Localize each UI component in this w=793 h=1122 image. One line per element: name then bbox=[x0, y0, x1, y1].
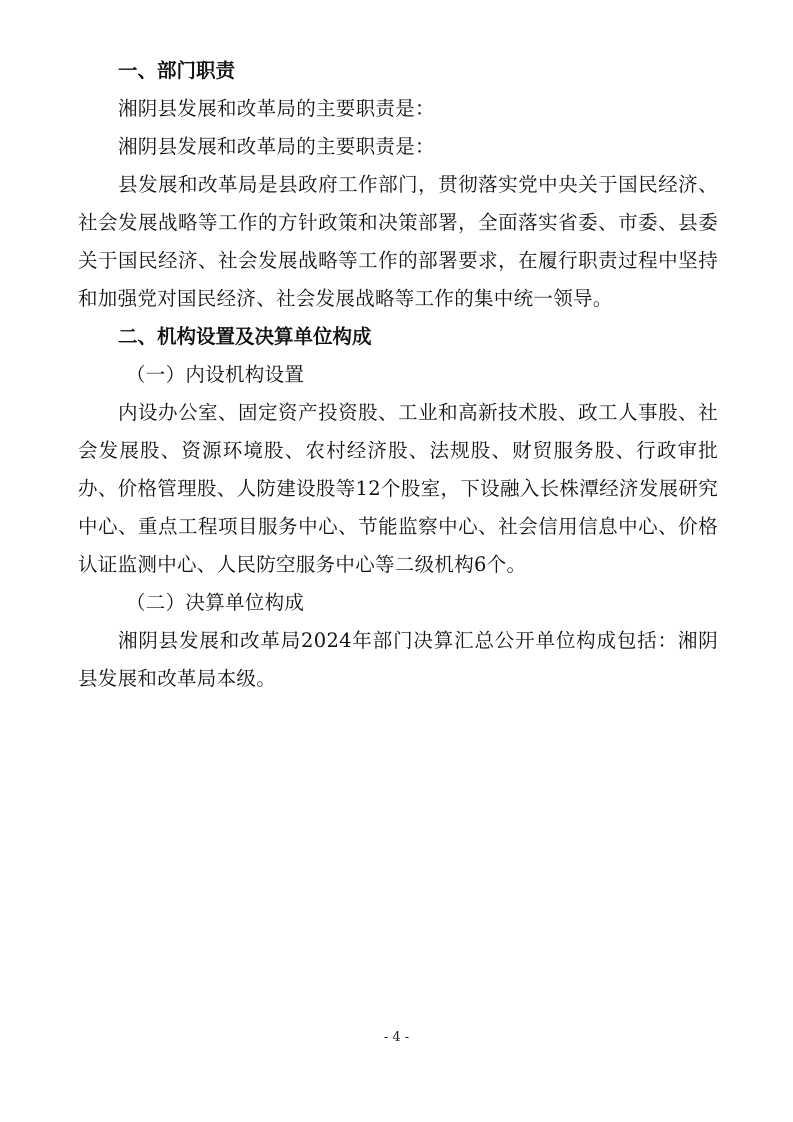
subheading-internal-units: （一）内设机构设置 bbox=[126, 363, 305, 386]
subheading-accounting-units: （二）决算单位构成 bbox=[126, 591, 305, 614]
page-content bbox=[78, 52, 718, 698]
accounting-units-paragraph: 湘阴县发展和改革局2024年部门决算汇总公开单位构成包括：湘阴县发展和改革局本级。 bbox=[78, 629, 718, 690]
duties-intro-line: 湘阴县发展和改革局的主要职责是： bbox=[118, 97, 435, 120]
section-heading-structure: 二、机构设置及决算单位构成 bbox=[118, 325, 372, 348]
page-number: - 4 - bbox=[383, 1030, 410, 1045]
duties-body-paragraph: 县发展和改革局是县政府工作部门，贯彻落实党中央关于国民经济、社会发展战略等工作的方针政策和决策部署，全面落实省委、市委、县委关于国民经济、社会发展战略等工作的部署要求，在履行职责过程中坚持和加强党对国民经济、社会发展战略等工作的集中统一领导。 bbox=[78, 173, 718, 310]
duties-intro-line-repeat: 湘阴县发展和改革局的主要职责是： bbox=[118, 135, 435, 158]
section-heading-duties: 一、部门职责 bbox=[118, 59, 236, 82]
internal-units-paragraph: 内设办公室、固定资产投资股、工业和高新技术股、政工人事股、社会发展股、资源环境股、农村经济股、法规股、财贸服务股、行政审批办、价格管理股、人防建设股等12个股室，下设融入长株潭经济发展研究中心、重点工程项目服务中心、节能监察中心、社会信用信息中心、价格认证监测中心、人民防空服务中心等二级机构6个。 bbox=[78, 401, 718, 576]
